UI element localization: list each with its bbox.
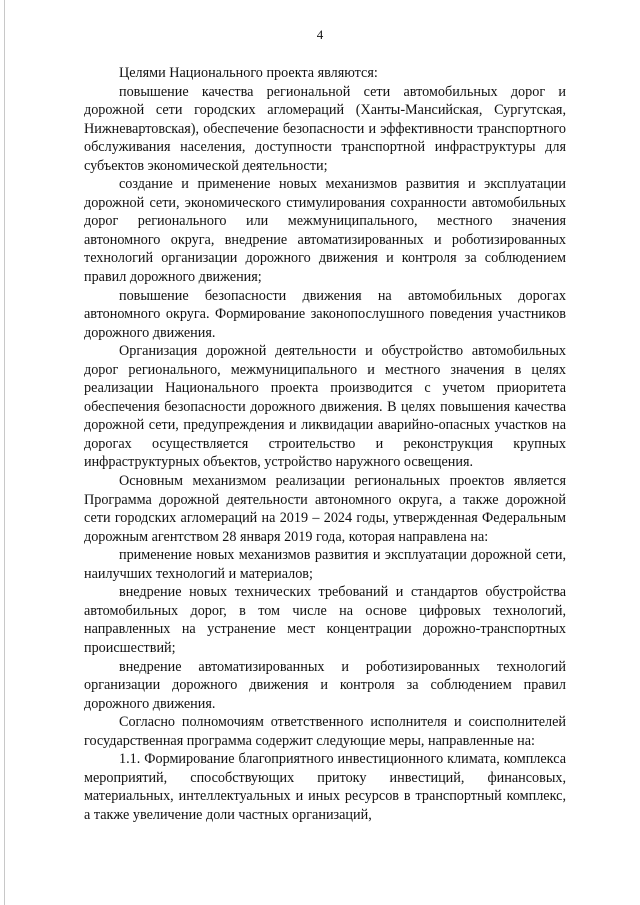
paragraph-measures-intro: Согласно полномочиям ответственного исполнителя и соисполнителей государственная программа содержит следующие меры, направленные на:: [84, 714, 566, 749]
paragraph-new-mechanisms: применение новых механизмов развития и эксплуатации дорожной сети, наилучших технологий и материалов;: [84, 547, 566, 582]
page-number: 4: [316, 27, 324, 42]
paragraph-main-mechanism: Основным механизмом реализации региональных проектов является Программа дорожной деятельности автономного округа, а также дорожной сети городских агломераций на 2019 – 2024 годы, утвержденная Федеральным дорожным агентством 28 января 2019 года, которая направлена на:: [84, 473, 566, 545]
paragraph-measure-1-1: 1.1. Формирование благоприятного инвестиционного климата, комплекса мероприятий, способствующих притоку инвестиций, финансовых, материальных, интеллектуальных и иных ресурсов в транспортный комплекс, а также увеличение доли частных организаций,: [84, 751, 566, 823]
paragraph-goal-road-quality: повышение качества региональной сети автомобильных дорог и дорожной сети городских агломераций (Ханты-Мансийская, Сургутская, Нижневартовская), обеспечение безопасности и эффективности транспортного обслуживания населения, доступности транспортной инфраструктуры для субъектов экономической деятельности;: [84, 83, 566, 174]
body-text: [84, 64, 566, 824]
paragraph-goal-new-mechanisms: создание и применение новых механизмов развития и эксплуатации дорожной сети, экономического стимулирования сохранности автомобильных дорог регионального или межмуниципального, местного значения автономного округа, внедрение автоматизированных и роботизированных технологий организации дорожного движения и контроля за соблюдением правил дорожного движения;: [84, 176, 566, 286]
paragraph-road-activity: Организация дорожной деятельности и обустройство автомобильных дорог регионального, межмуниципального и местного значения в целях реализации Национального проекта производится с учетом приоритета обеспечения безопасности дорожного движения. В целях повышения качества дорожной сети, предупреждения и ликвидации аварийно-опасных участков на дорогах осуществляется строительство и реконструкция крупных инфраструктурных объектов, устройство наружного освещения.: [84, 343, 566, 471]
paragraph-goals-intro: Целями Национального проекта являются:: [119, 65, 378, 81]
paragraph-automated-tech: внедрение автоматизированных и роботизированных технологий организации дорожного движения и контроля за соблюдением правил дорожного движения.: [84, 658, 566, 712]
paragraph-new-standards: внедрение новых технических требований и стандартов обустройства автомобильных дорог, в том числе на основе цифровых технологий, направленных на устранение мест концентрации дорожно-транспортных происшествий;: [84, 584, 566, 656]
scan-edge-line: [4, 0, 5, 905]
paragraph-goal-traffic-safety: повышение безопасности движения на автомобильных дорогах автономного округа. Формирование законопослушного поведения участников дорожного движения.: [84, 287, 566, 341]
